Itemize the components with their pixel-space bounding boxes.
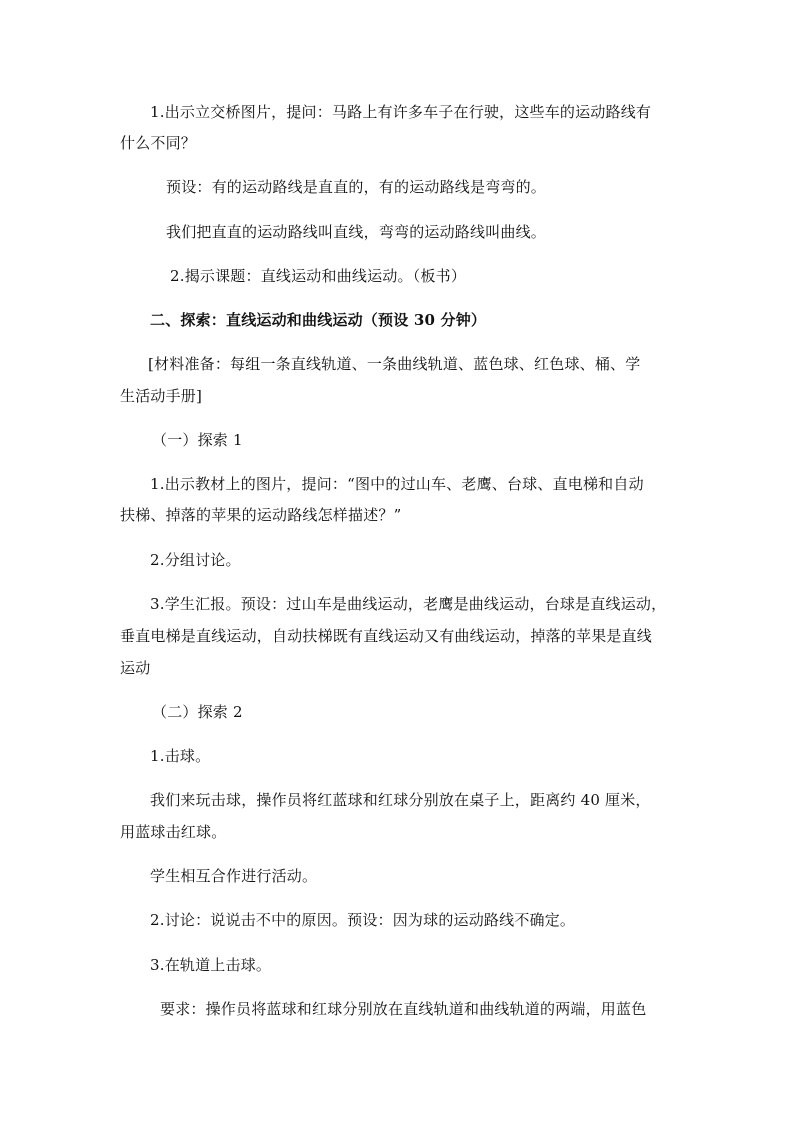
text-line: [材料准备：每组一条直线轨道、一条曲线轨道、蓝色球、红色球、桶、学 [148, 355, 641, 373]
subsection-heading: （二）探索 2 [152, 703, 243, 721]
text-line: 我们把直直的运动路线叫直线，弯弯的运动路线叫曲线。 [166, 223, 547, 241]
text-line: 用蓝球击红球。 [120, 823, 227, 841]
text-line: 2.讨论：说说击不中的原因。预设：因为球的运动路线不确定。 [150, 911, 576, 929]
subsection-heading: （一）探索 1 [152, 431, 243, 449]
text-line: 3.学生汇报。预设：过山车是曲线运动，老鹰是曲线运动，台球是直线运动， [150, 595, 667, 613]
text-line: 生活动手册] [120, 387, 203, 405]
text-line: 1.出示教材上的图片，提问：“图中的过山车、老鹰、台球、直电梯和自动 [150, 475, 644, 493]
text-line: 2.揭示课题：直线运动和曲线运动。（板书） [170, 267, 467, 285]
text-line: 要求：操作员将蓝球和红球分别放在直线轨道和曲线轨道的两端，用蓝色 [160, 1000, 647, 1018]
text-line: 1.出示立交桥图片，提问：马路上有许多车子在行驶，这些车的运动路线有 [150, 103, 652, 121]
text-line: 2.分组讨论。 [150, 551, 241, 569]
text-line: 扶梯、掉落的苹果的运动路线怎样描述？” [120, 506, 402, 524]
text-line: 垂直电梯是直线运动，自动扶梯既有直线运动又有曲线运动，掉落的苹果是直线 [120, 627, 653, 645]
text-line: 1.击球。 [150, 747, 211, 765]
text-line: 预设：有的运动路线是直直的，有的运动路线是弯弯的。 [166, 178, 547, 196]
text-line: 我们来玩击球，操作员将红蓝球和红球分别放在桌子上，距离约 40 厘米， [150, 791, 651, 809]
text-line: 学生相互合作进行活动。 [150, 867, 318, 885]
text-line: 什么不同？ [120, 134, 197, 152]
text-line: 运动 [120, 659, 151, 677]
section-heading: 二、探索：直线运动和曲线运动（预设 30 分钟） [150, 311, 487, 329]
text-line: 3.在轨道上击球。 [150, 956, 272, 974]
